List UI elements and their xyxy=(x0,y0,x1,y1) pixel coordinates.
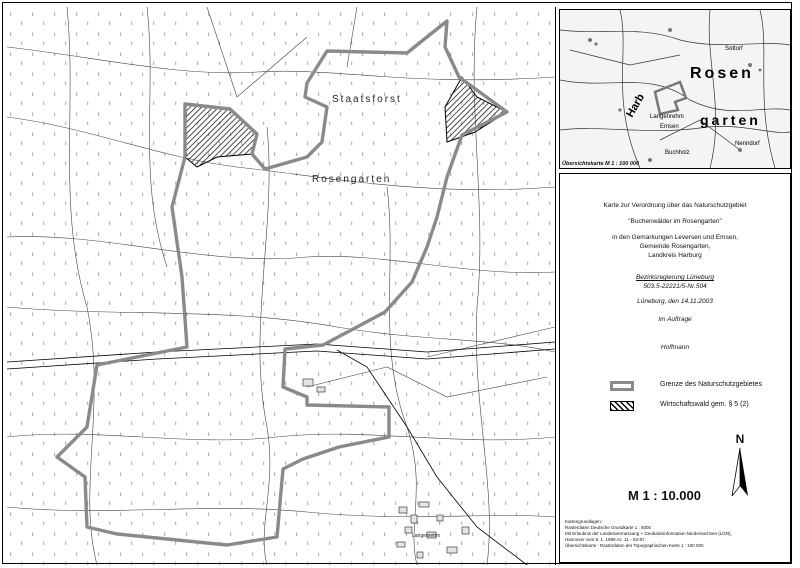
legend-location-1: in den Gemarkungen Leversen und Emsen, xyxy=(612,234,738,241)
main-map[interactable] xyxy=(7,7,556,565)
svg-text:Langenrehm: Langenrehm xyxy=(650,114,684,120)
svg-text:Emsen: Emsen xyxy=(660,124,679,130)
legend-authority: Bezirksregierung Lüneburg xyxy=(635,274,715,281)
north-arrow-icon xyxy=(730,448,750,496)
overview-inset-map[interactable] xyxy=(559,9,791,169)
svg-text:Nenndorf: Nenndorf xyxy=(735,141,760,147)
main-map-svg xyxy=(7,7,555,565)
legend-location-2: Gemeinde Rosengarten, xyxy=(639,243,711,250)
legend-signatory: Hoffmann xyxy=(660,344,690,351)
label-staatsforst: Staatsforst xyxy=(332,94,402,105)
source-line-1: Rasterdaten Deutsche Grundkarte 1 : 5000 xyxy=(565,525,652,530)
source-line-3: Hannover vom 8. 1. 1999 Az. 11 - 53-97. xyxy=(565,537,646,542)
source-line-4: Übersichtskarte : Rasterdaten der Topographischen Karte 1 : 100 000 xyxy=(565,543,704,548)
north-label: N xyxy=(735,432,745,446)
label-rosengarten: Rosengarten xyxy=(312,174,392,185)
svg-text:Sottorf: Sottorf xyxy=(725,46,743,52)
inset-reserve-outline xyxy=(655,82,686,114)
scale-label: M 1 : 10.000 xyxy=(628,488,701,503)
source-line-2: Mit Erlaubnis der Landesvermessung + Geobasisinformation Niedersachsen (LGN), xyxy=(565,531,732,536)
legend-location-3: Landkreis Harburg xyxy=(648,252,702,259)
boundary-label: Grenze des Naturschutzgebietes xyxy=(660,381,762,388)
legend-panel xyxy=(559,173,791,563)
svg-text:Buchholz: Buchholz xyxy=(665,150,690,156)
managed-forest-swatch xyxy=(610,401,634,411)
inset-svg xyxy=(560,10,790,168)
managed-forest-label: Wirtschaftswald gem. § 5 (2) xyxy=(660,401,749,408)
map-sources xyxy=(565,519,732,549)
svg-text:Rosen: Rosen xyxy=(690,65,754,82)
legend-auftrag: Im Auftrage xyxy=(658,316,692,323)
source-heading: Kartengrundlagen: xyxy=(565,519,603,524)
legend-date: Lüneburg, den 14.11.2003 xyxy=(637,298,713,305)
label-langenrehm: Langenrehm xyxy=(412,533,441,539)
map-frame xyxy=(2,2,792,564)
boundary-swatch xyxy=(610,381,634,391)
legend-file-ref: 503.5-22221/5-Nr.504 xyxy=(643,283,707,290)
svg-text:Harb: Harb xyxy=(624,91,648,120)
legend-title-2: "Buchenwälder im Rosengarten" xyxy=(628,218,722,225)
svg-text:garten: garten xyxy=(700,112,761,128)
legend-title-1: Karte zur Verordnung über das Naturschutzgebiet xyxy=(603,202,747,209)
inset-caption: Übersichtskarte M 1 : 100 000 xyxy=(562,161,640,167)
